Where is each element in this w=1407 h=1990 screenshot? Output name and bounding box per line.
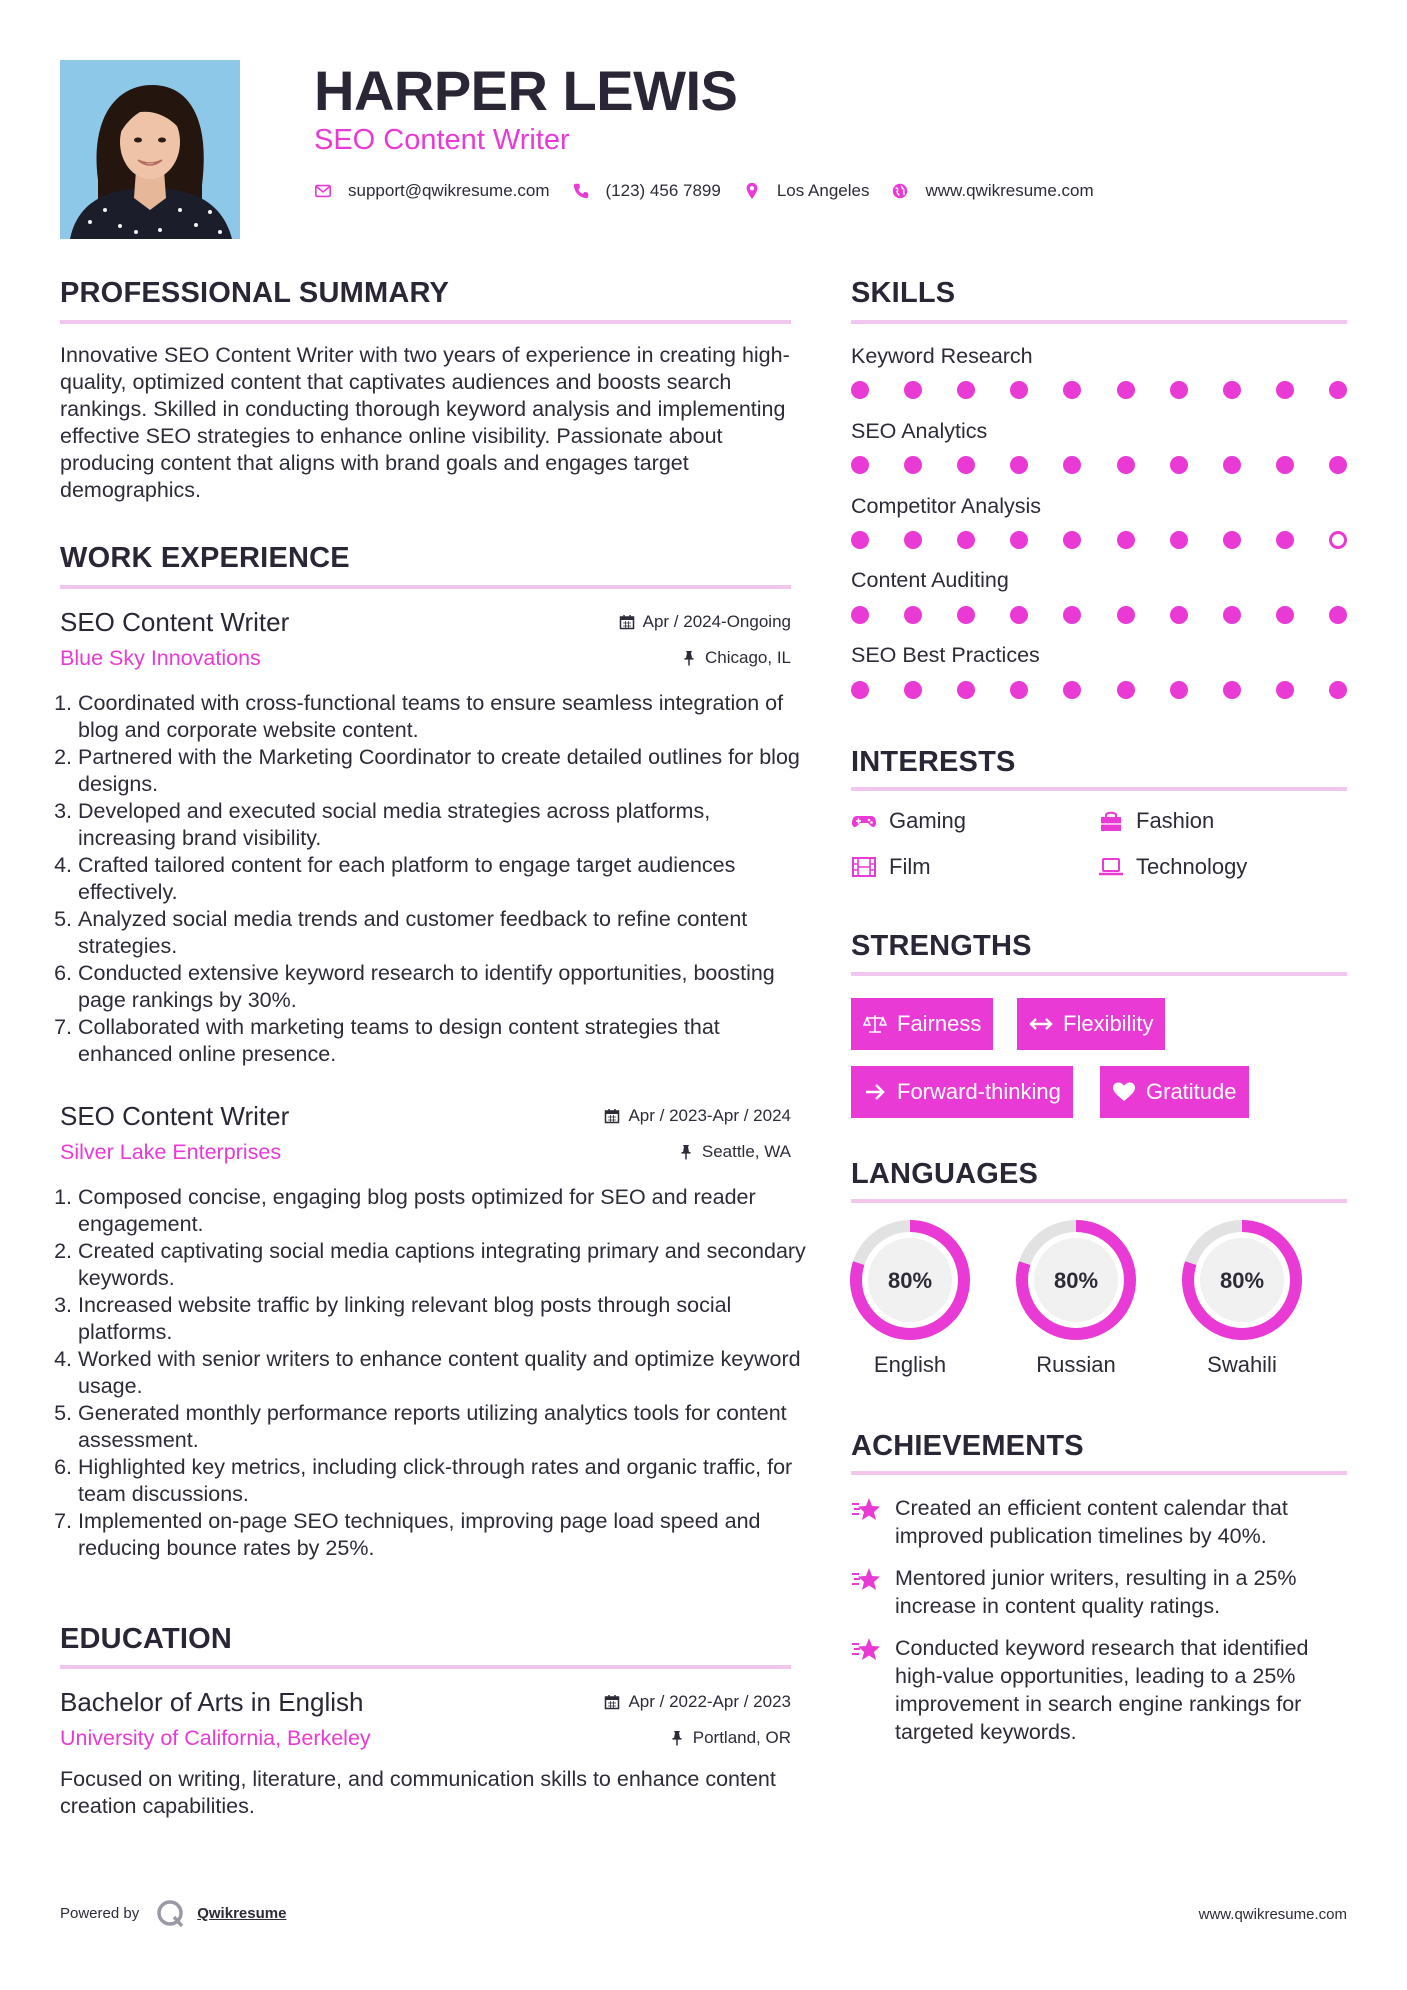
duty-item: 2. Partnered with the Marketing Coordinator to create detailed outlines for blog designs. [78, 744, 809, 798]
language-ring [848, 1218, 972, 1342]
rating-dot-filled [1063, 381, 1081, 399]
calendar-icon [619, 614, 635, 630]
strength-label: Forward-thinking [897, 1079, 1061, 1104]
rating-dot-filled [1223, 456, 1241, 474]
skills-divider [851, 320, 1347, 324]
achievements-divider [851, 1471, 1347, 1475]
language-item [1014, 1218, 1138, 1378]
languages-heading: LANGUAGES [851, 1158, 1039, 1190]
rating-dot-filled [1117, 606, 1135, 624]
rating-dot-filled [904, 606, 922, 624]
rating-dot-filled [1063, 531, 1081, 549]
rating-dot-filled [1276, 381, 1294, 399]
contact-website[interactable] [891, 181, 1093, 201]
email-text: support@qwikresume.com [348, 181, 550, 200]
rating-dot-filled [1170, 381, 1188, 399]
achievement-text: Mentored junior writers, resulting in a 25% increase in content quality ratings. [895, 1566, 1297, 1618]
star-icon [851, 1566, 881, 1594]
achievement-item [851, 1494, 1347, 1554]
rating-dot-filled [1223, 606, 1241, 624]
experience-divider [60, 585, 791, 589]
job-date-text: Apr / 2024-Ongoing [642, 612, 791, 631]
rating-dot-empty [1329, 531, 1347, 549]
rating-dot-filled [1170, 681, 1188, 699]
profile-photo [60, 60, 240, 239]
job-duties-2 [60, 1184, 809, 1562]
website-text: www.qwikresume.com [925, 181, 1094, 200]
interest-item [851, 854, 931, 880]
rating-dot-filled [1223, 381, 1241, 399]
calendar-icon [604, 1108, 620, 1124]
strength-tag [1017, 998, 1165, 1050]
strength-tag [851, 998, 993, 1050]
duty-item: 5. Generated monthly performance reports utilizing analytics tools for content assessment. [78, 1400, 809, 1454]
skill-rating [851, 606, 1347, 626]
strengths-divider [851, 972, 1347, 976]
duty-item: 1. Composed concise, engaging blog posts optimized for SEO and reader engagement. [78, 1184, 809, 1238]
contact-location [743, 181, 870, 201]
qwikresume-link[interactable]: Qwikresume [197, 1904, 287, 1922]
duty-item: 1. Coordinated with cross-functional teams to ensure seamless integration of blog and corporate website content. [78, 690, 809, 744]
job-location [681, 648, 791, 668]
language-percent: 80% [1219, 1268, 1265, 1293]
footer-website[interactable]: www.qwikresume.com [1198, 1906, 1347, 1923]
duty-item: 3. Increased website traffic by linking relevant blog posts through social platforms. [78, 1292, 809, 1346]
rating-dot-filled [851, 381, 869, 399]
language-percent: 80% [1053, 1268, 1099, 1293]
rating-dot-filled [1329, 456, 1347, 474]
strengths-heading: STRENGTHS [851, 930, 1032, 962]
skill-name: Keyword Research [851, 344, 1033, 368]
duty-item: 6. Highlighted key metrics, including click-through rates and organic traffic, for team discussions. [78, 1454, 809, 1508]
skill-rating [851, 681, 1347, 701]
language-name: English [873, 1352, 947, 1377]
interest-label: Film [889, 854, 931, 879]
rating-dot-filled [1117, 381, 1135, 399]
rating-dot-filled [1063, 606, 1081, 624]
education-description: Focused on writing, literature, and communication skills to enhance content creation capabilities. [60, 1767, 776, 1818]
location-text: Los Angeles [776, 181, 870, 200]
job-entry-1 [60, 606, 791, 676]
arrow-right-icon [863, 1081, 887, 1103]
duty-item: 2. Created captivating social media captions integrating primary and secondary keywords. [78, 1238, 809, 1292]
rating-dot-filled [1329, 606, 1347, 624]
interest-label: Gaming [889, 808, 967, 833]
gamepad-icon [851, 810, 877, 832]
job-location-text: Chicago, IL [705, 648, 791, 667]
duty-item: 4. Worked with senior writers to enhance content quality and optimize keyword usage. [78, 1346, 809, 1400]
powered-by-text: Powered by [60, 1904, 140, 1922]
pushpin-icon [678, 1144, 694, 1160]
shopping-bag-icon [1098, 810, 1124, 832]
achievement-text: Created an efficient content calendar that improved publication timelines by 40%. [895, 1496, 1288, 1548]
duty-item: 3. Developed and executed social media strategies across platforms, increasing brand visibility. [78, 798, 809, 852]
skill-name: Content Auditing [851, 568, 1009, 592]
arrows-horizontal-icon [1029, 1013, 1053, 1035]
job-role: SEO Content Writer [60, 1101, 290, 1131]
education-location [669, 1728, 791, 1748]
duty-item: 7. Collaborated with marketing teams to design content strategies that enhanced online presence. [78, 1014, 809, 1068]
rating-dot-filled [957, 456, 975, 474]
rating-dot-filled [957, 681, 975, 699]
strength-label: Flexibility [1063, 1011, 1154, 1036]
phone-text: (123) 456 7899 [605, 181, 721, 200]
rating-dot-filled [904, 531, 922, 549]
rating-dot-filled [1276, 606, 1294, 624]
interest-item [1098, 854, 1247, 880]
rating-dot-filled [1329, 381, 1347, 399]
duty-item: 7. Implemented on-page SEO techniques, improving page load speed and reducing bounce rates by 25%. [78, 1508, 809, 1562]
rating-dot-filled [1329, 681, 1347, 699]
rating-dot-filled [1170, 531, 1188, 549]
duty-item: 6. Conducted extensive keyword research to identify opportunities, boosting page rankings by 30%. [78, 960, 809, 1014]
job-role: SEO Content Writer [60, 607, 290, 637]
duty-item: 5. Analyzed social media trends and customer feedback to refine content strategies. [78, 906, 809, 960]
strength-label: Gratitude [1146, 1079, 1237, 1104]
map-pin-icon [743, 182, 761, 200]
language-ring [1014, 1218, 1138, 1342]
laptop-icon [1098, 856, 1124, 878]
language-name: Russian [1036, 1352, 1116, 1377]
language-item [1180, 1218, 1304, 1378]
education-entry [60, 1686, 791, 1756]
rating-dot-filled [1010, 381, 1028, 399]
calendar-icon [604, 1694, 620, 1710]
job-company: Silver Lake Enterprises [60, 1140, 282, 1164]
degree: Bachelor of Arts in English [60, 1687, 364, 1717]
rating-dot-filled [904, 456, 922, 474]
envelope-icon [314, 182, 332, 200]
achievement-item [851, 1564, 1347, 1624]
language-percent: 80% [887, 1268, 933, 1293]
rating-dot-filled [1117, 531, 1135, 549]
experience-heading: WORK EXPERIENCE [60, 542, 350, 574]
skill-name: SEO Best Practices [851, 643, 1040, 667]
rating-dot-filled [851, 456, 869, 474]
rating-dot-filled [1276, 531, 1294, 549]
language-ring [1180, 1218, 1304, 1342]
job-date [604, 1106, 791, 1126]
duty-item: 4. Crafted tailored content for each platform to engage target audiences effectively. [78, 852, 809, 906]
heart-icon [1112, 1081, 1136, 1103]
skill-name: SEO Analytics [851, 419, 988, 443]
job-duties-1 [60, 690, 809, 1068]
education-location-text: Portland, OR [692, 1728, 791, 1747]
rating-dot-filled [1010, 456, 1028, 474]
rating-dot-filled [957, 531, 975, 549]
rating-dot-filled [1223, 681, 1241, 699]
rating-dot-filled [1010, 531, 1028, 549]
rating-dot-filled [1063, 456, 1081, 474]
interest-label: Technology [1136, 854, 1248, 879]
globe-icon [891, 182, 909, 200]
strength-tag [851, 1066, 1073, 1118]
strength-label: Fairness [897, 1011, 982, 1036]
pushpin-icon [669, 1730, 685, 1746]
interest-label: Fashion [1136, 808, 1215, 833]
school: University of California, Berkeley [60, 1726, 371, 1750]
skills-heading: SKILLS [851, 277, 956, 309]
languages-divider [851, 1199, 1347, 1203]
star-icon [851, 1496, 881, 1524]
rating-dot-filled [904, 381, 922, 399]
rating-dot-filled [851, 681, 869, 699]
rating-dot-filled [1010, 681, 1028, 699]
rating-dot-filled [1117, 456, 1135, 474]
scale-icon [863, 1013, 887, 1035]
achievement-text: Conducted keyword research that identified high-value opportunities, leading to a 25% improvement in search engine rankings for targeted keywords. [895, 1636, 1309, 1744]
interests-divider [851, 787, 1347, 791]
rating-dot-filled [1223, 531, 1241, 549]
skill-rating [851, 456, 1347, 476]
rating-dot-filled [957, 606, 975, 624]
contact-bar [314, 178, 1116, 204]
rating-dot-filled [851, 606, 869, 624]
contact-email[interactable] [314, 181, 550, 201]
phone-icon [572, 182, 590, 200]
rating-dot-filled [1276, 681, 1294, 699]
pushpin-icon [681, 650, 697, 666]
rating-dot-filled [1063, 681, 1081, 699]
achievement-item [851, 1634, 1347, 1754]
rating-dot-filled [957, 381, 975, 399]
interests-heading: INTERESTS [851, 746, 1016, 778]
star-icon [851, 1636, 881, 1664]
job-entry-2 [60, 1100, 791, 1170]
job-company: Blue Sky Innovations [60, 646, 261, 670]
education-divider [60, 1665, 791, 1669]
rating-dot-filled [851, 531, 869, 549]
rating-dot-filled [1276, 456, 1294, 474]
footer-powered-by [60, 1898, 286, 1928]
contact-phone[interactable] [572, 181, 721, 201]
job-date-text: Apr / 2023-Apr / 2024 [628, 1106, 791, 1125]
interest-item [1098, 808, 1214, 834]
interest-item [851, 808, 966, 834]
job-date [619, 612, 791, 632]
rating-dot-filled [904, 681, 922, 699]
summary-divider [60, 320, 791, 324]
skill-name: Competitor Analysis [851, 494, 1041, 518]
job-location [678, 1142, 791, 1162]
language-name: Swahili [1207, 1352, 1277, 1377]
rating-dot-filled [1010, 606, 1028, 624]
film-icon [851, 856, 877, 878]
qwikresume-logo-icon [155, 1898, 185, 1928]
education-heading: EDUCATION [60, 1623, 233, 1655]
summary-heading: PROFESSIONAL SUMMARY [60, 277, 450, 309]
education-date-text: Apr / 2022-Apr / 2023 [628, 1692, 791, 1711]
candidate-name: HARPER LEWIS [314, 59, 738, 122]
achievements-heading: ACHIEVEMENTS [851, 1430, 1084, 1462]
skill-rating [851, 381, 1347, 401]
rating-dot-filled [1170, 456, 1188, 474]
rating-dot-filled [1117, 681, 1135, 699]
job-location-text: Seattle, WA [701, 1142, 791, 1161]
candidate-title: SEO Content Writer [314, 124, 570, 156]
strength-tag [1100, 1066, 1249, 1118]
language-item [848, 1218, 972, 1378]
education-date [604, 1692, 791, 1712]
rating-dot-filled [1170, 606, 1188, 624]
skill-rating [851, 531, 1347, 551]
summary-text: Innovative SEO Content Writer with two years of experience in creating high-quality, optimized content that captivates audiences and boosts search rankings. Skilled in conducting thorough keyword analysis and implementing effective SEO strategies to enhance online visibility. Passionate about producing content that aligns with brand goals and engages target demographics. [60, 343, 790, 502]
